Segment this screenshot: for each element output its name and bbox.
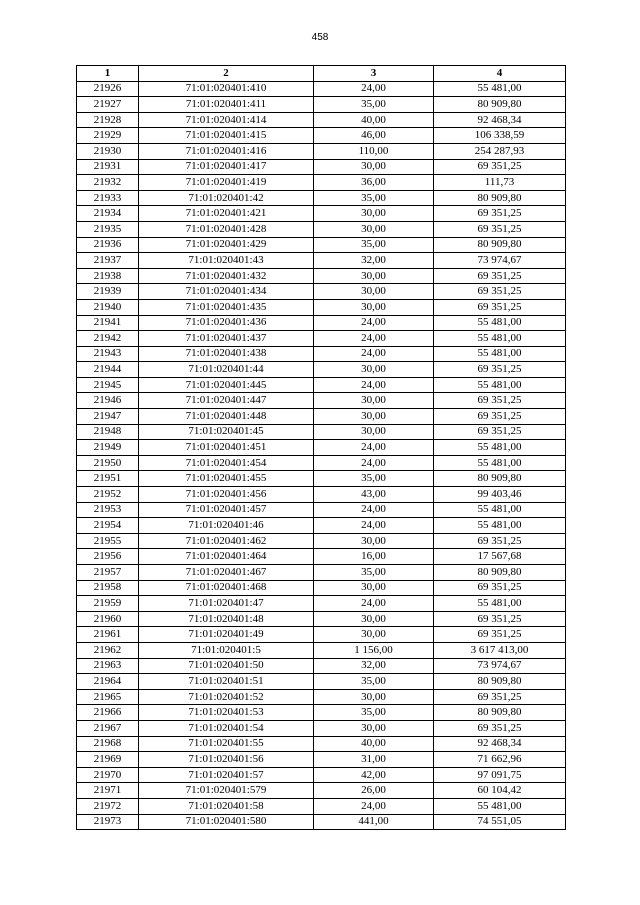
area-cell: 31,00 xyxy=(314,752,434,768)
table-row xyxy=(77,175,566,191)
table-row xyxy=(77,814,566,830)
cadastral-number-cell: 71:01:020401:428 xyxy=(139,221,314,237)
area-cell: 24,00 xyxy=(314,346,434,362)
table-row xyxy=(77,798,566,814)
area-cell: 30,00 xyxy=(314,627,434,643)
area-cell: 110,00 xyxy=(314,143,434,159)
value-cell: 73 974,67 xyxy=(434,253,566,269)
cadastral-number-cell: 71:01:020401:468 xyxy=(139,580,314,596)
cadastral-number-cell: 71:01:020401:50 xyxy=(139,658,314,674)
value-cell: 254 287,93 xyxy=(434,143,566,159)
column-header-4: 4 xyxy=(434,66,566,82)
area-cell: 24,00 xyxy=(314,331,434,347)
table-body xyxy=(77,81,566,830)
row-number-cell: 21965 xyxy=(77,689,139,705)
table-row xyxy=(77,253,566,269)
cadastral-number-cell: 71:01:020401:419 xyxy=(139,175,314,191)
cadastral-number-cell: 71:01:020401:448 xyxy=(139,409,314,425)
column-header-3: 3 xyxy=(314,66,434,82)
value-cell: 74 551,05 xyxy=(434,814,566,830)
cadastral-number-cell: 71:01:020401:421 xyxy=(139,206,314,222)
table-row xyxy=(77,455,566,471)
column-header-2: 2 xyxy=(139,66,314,82)
row-number-cell: 21951 xyxy=(77,471,139,487)
table-row xyxy=(77,299,566,315)
area-cell: 30,00 xyxy=(314,611,434,627)
row-number-cell: 21945 xyxy=(77,377,139,393)
area-cell: 24,00 xyxy=(314,81,434,97)
area-cell: 30,00 xyxy=(314,206,434,222)
row-number-cell: 21955 xyxy=(77,533,139,549)
row-number-cell: 21968 xyxy=(77,736,139,752)
area-cell: 30,00 xyxy=(314,221,434,237)
cadastral-number-cell: 71:01:020401:437 xyxy=(139,331,314,347)
value-cell: 55 481,00 xyxy=(434,502,566,518)
value-cell: 55 481,00 xyxy=(434,518,566,534)
cadastral-number-cell: 71:01:020401:445 xyxy=(139,377,314,393)
value-cell: 80 909,80 xyxy=(434,565,566,581)
row-number-cell: 21943 xyxy=(77,346,139,362)
area-cell: 30,00 xyxy=(314,268,434,284)
value-cell: 55 481,00 xyxy=(434,440,566,456)
value-cell: 55 481,00 xyxy=(434,315,566,331)
row-number-cell: 21941 xyxy=(77,315,139,331)
table-row xyxy=(77,393,566,409)
area-cell: 1 156,00 xyxy=(314,642,434,658)
row-number-cell: 21944 xyxy=(77,362,139,378)
table-row xyxy=(77,674,566,690)
table-row xyxy=(77,642,566,658)
area-cell: 35,00 xyxy=(314,565,434,581)
row-number-cell: 21971 xyxy=(77,783,139,799)
cadastral-number-cell: 71:01:020401:46 xyxy=(139,518,314,534)
table-row xyxy=(77,409,566,425)
row-number-cell: 21958 xyxy=(77,580,139,596)
value-cell: 97 091,75 xyxy=(434,767,566,783)
cadastral-number-cell: 71:01:020401:434 xyxy=(139,284,314,300)
area-cell: 35,00 xyxy=(314,190,434,206)
cadastral-number-cell: 71:01:020401:447 xyxy=(139,393,314,409)
table-row xyxy=(77,97,566,113)
row-number-cell: 21960 xyxy=(77,611,139,627)
cadastral-number-cell: 71:01:020401:56 xyxy=(139,752,314,768)
row-number-cell: 21947 xyxy=(77,409,139,425)
table-row xyxy=(77,752,566,768)
table-row xyxy=(77,362,566,378)
value-cell: 111,73 xyxy=(434,175,566,191)
value-cell: 69 351,25 xyxy=(434,393,566,409)
area-cell: 30,00 xyxy=(314,362,434,378)
cadastral-number-cell: 71:01:020401:456 xyxy=(139,487,314,503)
cadastral-number-cell: 71:01:020401:53 xyxy=(139,705,314,721)
column-header-1: 1 xyxy=(77,66,139,82)
value-cell: 17 567,68 xyxy=(434,549,566,565)
row-number-cell: 21932 xyxy=(77,175,139,191)
cadastral-number-cell: 71:01:020401:57 xyxy=(139,767,314,783)
area-cell: 24,00 xyxy=(314,798,434,814)
value-cell: 69 351,25 xyxy=(434,362,566,378)
area-cell: 24,00 xyxy=(314,596,434,612)
area-cell: 36,00 xyxy=(314,175,434,191)
value-cell: 69 351,25 xyxy=(434,159,566,175)
value-cell: 69 351,25 xyxy=(434,627,566,643)
cadastral-number-cell: 71:01:020401:435 xyxy=(139,299,314,315)
table-row xyxy=(77,658,566,674)
row-number-cell: 21935 xyxy=(77,221,139,237)
cadastral-number-cell: 71:01:020401:580 xyxy=(139,814,314,830)
table-row xyxy=(77,611,566,627)
cadastral-number-cell: 71:01:020401:47 xyxy=(139,596,314,612)
area-cell: 43,00 xyxy=(314,487,434,503)
value-cell: 92 468,34 xyxy=(434,736,566,752)
cadastral-number-cell: 71:01:020401:457 xyxy=(139,502,314,518)
table-row xyxy=(77,518,566,534)
row-number-cell: 21953 xyxy=(77,502,139,518)
table-row xyxy=(77,331,566,347)
value-cell: 3 617 413,00 xyxy=(434,642,566,658)
row-number-cell: 21934 xyxy=(77,206,139,222)
table-row xyxy=(77,767,566,783)
table-row xyxy=(77,596,566,612)
cadastral-number-cell: 71:01:020401:462 xyxy=(139,533,314,549)
value-cell: 69 351,25 xyxy=(434,409,566,425)
row-number-cell: 21933 xyxy=(77,190,139,206)
value-cell: 80 909,80 xyxy=(434,97,566,113)
cadastral-number-cell: 71:01:020401:48 xyxy=(139,611,314,627)
value-cell: 69 351,25 xyxy=(434,221,566,237)
area-cell: 35,00 xyxy=(314,97,434,113)
cadastral-number-cell: 71:01:020401:454 xyxy=(139,455,314,471)
area-cell: 30,00 xyxy=(314,409,434,425)
area-cell: 24,00 xyxy=(314,502,434,518)
area-cell: 30,00 xyxy=(314,159,434,175)
row-number-cell: 21957 xyxy=(77,565,139,581)
value-cell: 80 909,80 xyxy=(434,237,566,253)
row-number-cell: 21942 xyxy=(77,331,139,347)
row-number-cell: 21959 xyxy=(77,596,139,612)
value-cell: 69 351,25 xyxy=(434,299,566,315)
value-cell: 71 662,96 xyxy=(434,752,566,768)
row-number-cell: 21973 xyxy=(77,814,139,830)
cadastral-number-cell: 71:01:020401:5 xyxy=(139,642,314,658)
value-cell: 55 481,00 xyxy=(434,331,566,347)
value-cell: 55 481,00 xyxy=(434,798,566,814)
row-number-cell: 21946 xyxy=(77,393,139,409)
table-row xyxy=(77,221,566,237)
row-number-cell: 21949 xyxy=(77,440,139,456)
area-cell: 35,00 xyxy=(314,471,434,487)
table-row xyxy=(77,81,566,97)
cadastral-number-cell: 71:01:020401:415 xyxy=(139,128,314,144)
cadastral-number-cell: 71:01:020401:416 xyxy=(139,143,314,159)
table-row xyxy=(77,112,566,128)
data-table xyxy=(76,65,566,830)
value-cell: 92 468,34 xyxy=(434,112,566,128)
row-number-cell: 21954 xyxy=(77,518,139,534)
cadastral-number-cell: 71:01:020401:54 xyxy=(139,720,314,736)
cadastral-number-cell: 71:01:020401:438 xyxy=(139,346,314,362)
table-row xyxy=(77,627,566,643)
cadastral-number-cell: 71:01:020401:579 xyxy=(139,783,314,799)
row-number-cell: 21967 xyxy=(77,720,139,736)
cadastral-number-cell: 71:01:020401:43 xyxy=(139,253,314,269)
row-number-cell: 21937 xyxy=(77,253,139,269)
row-number-cell: 21931 xyxy=(77,159,139,175)
cadastral-number-cell: 71:01:020401:45 xyxy=(139,424,314,440)
value-cell: 69 351,25 xyxy=(434,424,566,440)
area-cell: 24,00 xyxy=(314,315,434,331)
value-cell: 55 481,00 xyxy=(434,377,566,393)
row-number-cell: 21940 xyxy=(77,299,139,315)
cadastral-number-cell: 71:01:020401:414 xyxy=(139,112,314,128)
row-number-cell: 21952 xyxy=(77,487,139,503)
value-cell: 69 351,25 xyxy=(434,611,566,627)
area-cell: 35,00 xyxy=(314,674,434,690)
cadastral-number-cell: 71:01:020401:432 xyxy=(139,268,314,284)
area-cell: 30,00 xyxy=(314,533,434,549)
area-cell: 30,00 xyxy=(314,720,434,736)
table-row xyxy=(77,689,566,705)
row-number-cell: 21929 xyxy=(77,128,139,144)
page-number: 458 xyxy=(311,32,329,43)
table-row xyxy=(77,346,566,362)
area-cell: 46,00 xyxy=(314,128,434,144)
cadastral-number-cell: 71:01:020401:455 xyxy=(139,471,314,487)
table-row xyxy=(77,315,566,331)
table-row xyxy=(77,720,566,736)
row-number-cell: 21950 xyxy=(77,455,139,471)
value-cell: 69 351,25 xyxy=(434,580,566,596)
cadastral-number-cell: 71:01:020401:429 xyxy=(139,237,314,253)
area-cell: 30,00 xyxy=(314,424,434,440)
cadastral-number-cell: 71:01:020401:44 xyxy=(139,362,314,378)
cadastral-number-cell: 71:01:020401:411 xyxy=(139,97,314,113)
row-number-cell: 21927 xyxy=(77,97,139,113)
value-cell: 69 351,25 xyxy=(434,206,566,222)
table-row xyxy=(77,424,566,440)
row-number-cell: 21930 xyxy=(77,143,139,159)
table-row xyxy=(77,705,566,721)
value-cell: 73 974,67 xyxy=(434,658,566,674)
value-cell: 106 338,59 xyxy=(434,128,566,144)
area-cell: 40,00 xyxy=(314,736,434,752)
area-cell: 32,00 xyxy=(314,253,434,269)
table-header-row xyxy=(77,66,566,82)
value-cell: 69 351,25 xyxy=(434,689,566,705)
area-cell: 35,00 xyxy=(314,705,434,721)
area-cell: 30,00 xyxy=(314,299,434,315)
area-cell: 24,00 xyxy=(314,518,434,534)
area-cell: 30,00 xyxy=(314,393,434,409)
table-row xyxy=(77,237,566,253)
row-number-cell: 21948 xyxy=(77,424,139,440)
table-row xyxy=(77,268,566,284)
area-cell: 32,00 xyxy=(314,658,434,674)
row-number-cell: 21963 xyxy=(77,658,139,674)
row-number-cell: 21936 xyxy=(77,237,139,253)
cadastral-number-cell: 71:01:020401:42 xyxy=(139,190,314,206)
cadastral-number-cell: 71:01:020401:51 xyxy=(139,674,314,690)
cadastral-number-cell: 71:01:020401:49 xyxy=(139,627,314,643)
table-row xyxy=(77,580,566,596)
row-number-cell: 21956 xyxy=(77,549,139,565)
cadastral-number-cell: 71:01:020401:436 xyxy=(139,315,314,331)
row-number-cell: 21964 xyxy=(77,674,139,690)
area-cell: 26,00 xyxy=(314,783,434,799)
area-cell: 42,00 xyxy=(314,767,434,783)
table-row xyxy=(77,159,566,175)
cadastral-number-cell: 71:01:020401:55 xyxy=(139,736,314,752)
area-cell: 24,00 xyxy=(314,377,434,393)
cadastral-number-cell: 71:01:020401:58 xyxy=(139,798,314,814)
table-row xyxy=(77,736,566,752)
cadastral-number-cell: 71:01:020401:451 xyxy=(139,440,314,456)
value-cell: 80 909,80 xyxy=(434,705,566,721)
row-number-cell: 21928 xyxy=(77,112,139,128)
area-cell: 30,00 xyxy=(314,689,434,705)
area-cell: 30,00 xyxy=(314,580,434,596)
cadastral-number-cell: 71:01:020401:417 xyxy=(139,159,314,175)
value-cell: 69 351,25 xyxy=(434,268,566,284)
value-cell: 69 351,25 xyxy=(434,284,566,300)
area-cell: 24,00 xyxy=(314,440,434,456)
row-number-cell: 21926 xyxy=(77,81,139,97)
table-row xyxy=(77,565,566,581)
row-number-cell: 21970 xyxy=(77,767,139,783)
table-row xyxy=(77,783,566,799)
cadastral-number-cell: 71:01:020401:410 xyxy=(139,81,314,97)
value-cell: 55 481,00 xyxy=(434,596,566,612)
value-cell: 80 909,80 xyxy=(434,471,566,487)
table-row xyxy=(77,190,566,206)
table-row xyxy=(77,377,566,393)
value-cell: 99 403,46 xyxy=(434,487,566,503)
table-row xyxy=(77,471,566,487)
value-cell: 55 481,00 xyxy=(434,455,566,471)
table-row xyxy=(77,549,566,565)
row-number-cell: 21966 xyxy=(77,705,139,721)
table-row xyxy=(77,128,566,144)
table-row xyxy=(77,206,566,222)
row-number-cell: 21939 xyxy=(77,284,139,300)
value-cell: 69 351,25 xyxy=(434,720,566,736)
value-cell: 80 909,80 xyxy=(434,674,566,690)
row-number-cell: 21972 xyxy=(77,798,139,814)
value-cell: 60 104,42 xyxy=(434,783,566,799)
area-cell: 30,00 xyxy=(314,284,434,300)
row-number-cell: 21961 xyxy=(77,627,139,643)
table-row xyxy=(77,440,566,456)
area-cell: 40,00 xyxy=(314,112,434,128)
value-cell: 55 481,00 xyxy=(434,81,566,97)
row-number-cell: 21969 xyxy=(77,752,139,768)
area-cell: 441,00 xyxy=(314,814,434,830)
row-number-cell: 21962 xyxy=(77,642,139,658)
table-row xyxy=(77,284,566,300)
area-cell: 24,00 xyxy=(314,455,434,471)
cadastral-number-cell: 71:01:020401:467 xyxy=(139,565,314,581)
value-cell: 55 481,00 xyxy=(434,346,566,362)
cadastral-number-cell: 71:01:020401:464 xyxy=(139,549,314,565)
table-row xyxy=(77,143,566,159)
value-cell: 80 909,80 xyxy=(434,190,566,206)
area-cell: 16,00 xyxy=(314,549,434,565)
value-cell: 69 351,25 xyxy=(434,533,566,549)
table-row xyxy=(77,533,566,549)
row-number-cell: 21938 xyxy=(77,268,139,284)
table-row xyxy=(77,502,566,518)
area-cell: 35,00 xyxy=(314,237,434,253)
table-row xyxy=(77,487,566,503)
cadastral-number-cell: 71:01:020401:52 xyxy=(139,689,314,705)
